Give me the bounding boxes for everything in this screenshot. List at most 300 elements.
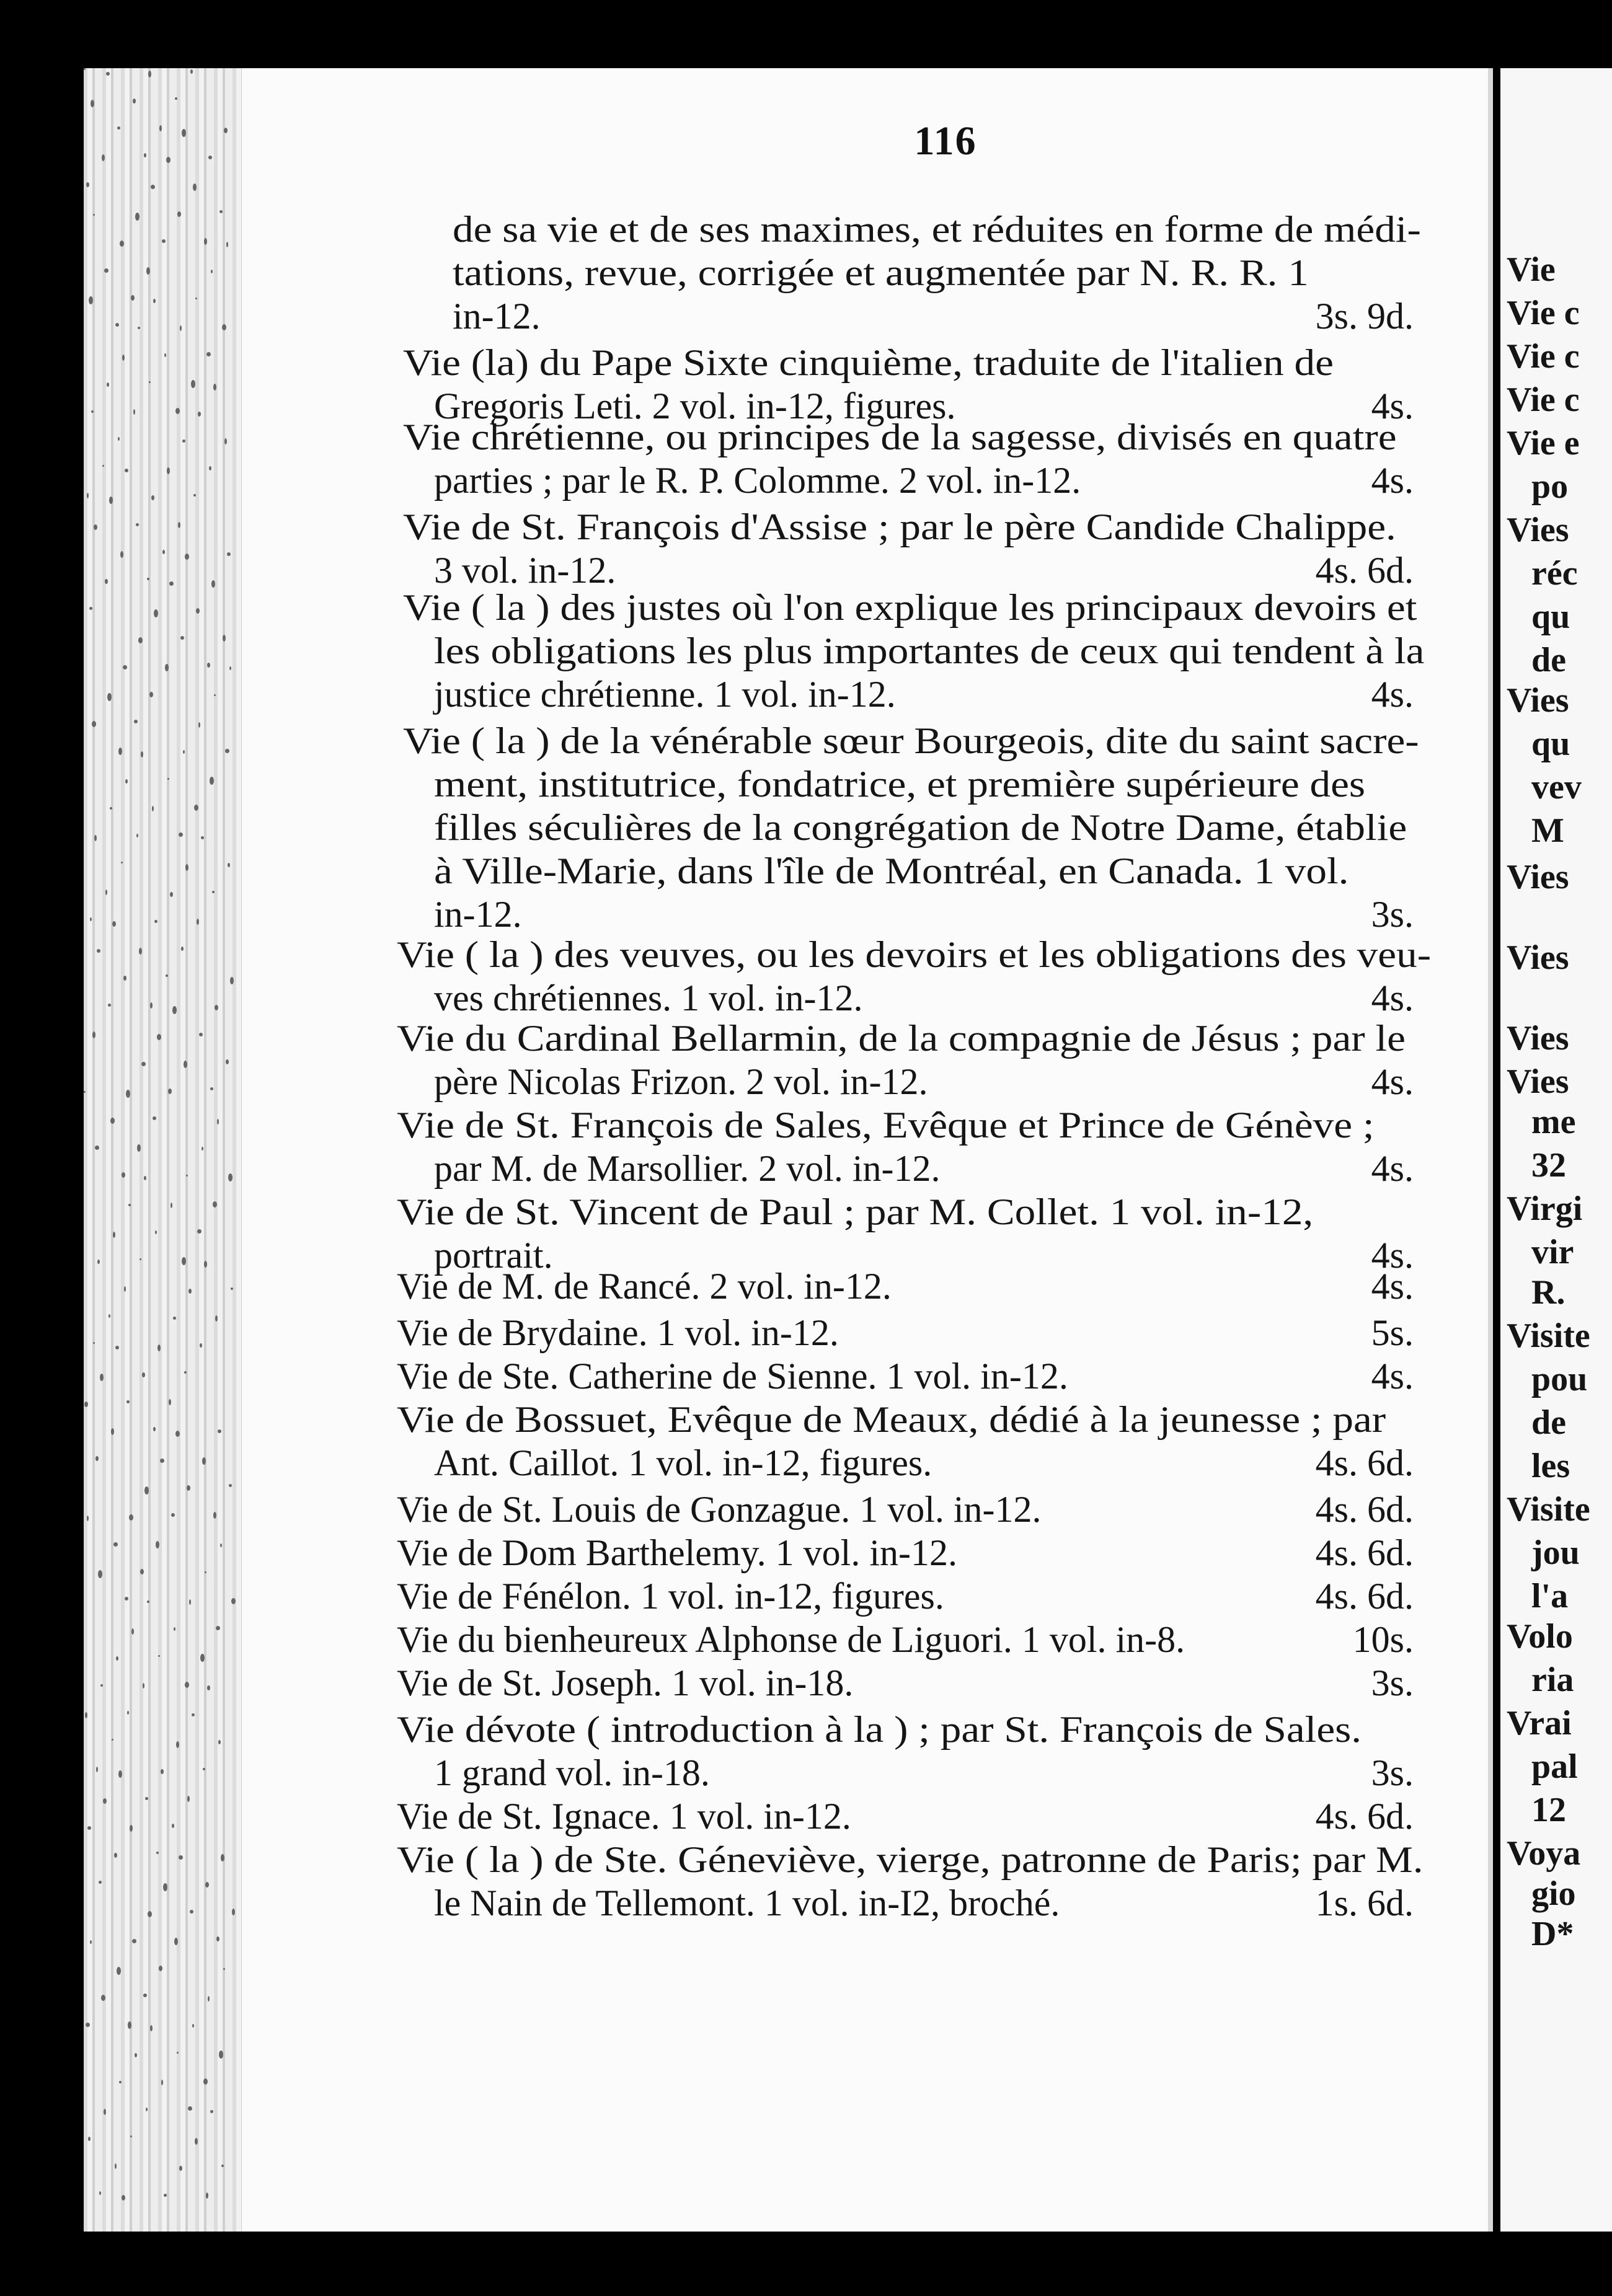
entry-continuation-line: tations, revue, corrigée et augmentée par N. R. R. 1 [453, 252, 1309, 293]
gutter-speck [163, 1883, 167, 1891]
entry-continuation-line: justice chrétienne. 1 vol. in-12. [434, 674, 896, 715]
gutter-speck [183, 750, 185, 754]
gutter-speck [210, 2110, 213, 2113]
right-page-fragment: vev [1531, 768, 1582, 806]
gutter-speck [197, 1229, 202, 1234]
gutter-speck [121, 862, 123, 863]
entry-continuation-line: filles séculières de la congrégation de Notre Dame, établie [434, 807, 1407, 848]
gutter-speck [190, 69, 193, 74]
gutter-speck [153, 1427, 156, 1431]
gutter-speck [188, 2106, 192, 2111]
gutter-speck [167, 467, 170, 474]
gutter-speck [206, 352, 211, 356]
gutter-speck [213, 384, 216, 391]
gutter-speck [108, 1004, 111, 1007]
entry-line: Vie de Ste. Catherine de Sienne. 1 vol. in-12. [397, 1356, 1068, 1397]
gutter-speck [138, 637, 143, 643]
gutter-speck [228, 1173, 232, 1181]
gutter-speck [207, 663, 210, 668]
gutter-speck [181, 947, 184, 951]
entry-price: 4s. 6d. [1315, 1442, 1414, 1483]
gutter-speck [216, 1936, 219, 1941]
gutter-speck [218, 1429, 221, 1433]
right-page-fragment: gio [1531, 1874, 1576, 1913]
gutter-speck [175, 408, 180, 414]
gutter-speck [87, 1826, 91, 1830]
gutter-speck [215, 1005, 218, 1010]
gutter-speck [213, 1201, 217, 1208]
gutter-speck [226, 1059, 229, 1064]
gutter-speck [162, 550, 165, 554]
entry-price: 5s. [1371, 1312, 1414, 1353]
gutter-speck [113, 1542, 118, 1547]
entry-price: 4s. [1371, 1148, 1414, 1189]
gutter-speck [110, 807, 112, 810]
gutter-speck [94, 835, 97, 841]
right-page-fragment: Vie c [1507, 337, 1580, 376]
gutter-speck [187, 1485, 190, 1491]
gutter-speck [169, 1399, 171, 1405]
gutter-speck [136, 834, 138, 837]
gutter-speck [188, 1289, 192, 1294]
gutter-speck [158, 1655, 160, 1657]
gutter-speck [92, 1031, 95, 1038]
gutter-speck [192, 2024, 194, 2028]
entry-continuation-line: parties ; par le R. P. Colomme. 2 vol. in-12. [434, 460, 1081, 501]
gutter-speck [185, 864, 188, 871]
gutter-speck [198, 722, 200, 728]
gutter-speck [202, 1457, 206, 1465]
gutter-speck [221, 1854, 224, 1861]
gutter-speck [150, 2025, 153, 2031]
gutter-speck [196, 608, 200, 614]
gutter-speck [119, 2081, 122, 2083]
entry-line: Vie ( la ) des justes où l'on explique les principaux devoirs et [403, 587, 1417, 628]
right-page-fragment: me [1531, 1103, 1576, 1141]
gutter-speck [176, 1741, 179, 1748]
gutter-speck [153, 1116, 156, 1120]
gutter-speck [145, 1797, 148, 1800]
right-page-fragment: jou [1531, 1534, 1580, 1572]
gutter-speck [160, 1459, 164, 1463]
gutter-speck [184, 1371, 187, 1374]
gutter-speck [203, 1768, 205, 1770]
gutter-speck [140, 1569, 144, 1574]
entry-price: 4s. 6d. [1315, 1576, 1414, 1617]
gutter-speck [141, 1062, 146, 1066]
gutter-speck [84, 68, 86, 70]
right-page-fragment: Vie e [1507, 424, 1580, 462]
gutter-speck [223, 635, 226, 642]
right-page-fragment: Visite [1507, 1317, 1590, 1355]
entry-line: Vie de St. Vincent de Paul ; par M. Collet. 1 vol. in-12, [397, 1191, 1314, 1232]
gutter-speck [229, 666, 231, 670]
gutter-speck [110, 1118, 115, 1124]
right-page-fragment: de [1531, 641, 1566, 679]
entry-price: 3s. [1371, 894, 1414, 935]
right-page-fragment: R. [1531, 1273, 1566, 1312]
right-page-fragment: Vies [1507, 681, 1569, 720]
entry-line: Vie ( la ) de la vénérable sœur Bourgeois, dite du saint sacre- [403, 720, 1419, 761]
gutter-speck [203, 2078, 208, 2085]
entry-price: 4s. 6d. [1315, 1796, 1414, 1837]
right-page-fragment: 32 [1531, 1146, 1566, 1185]
gutter-speck [166, 974, 168, 977]
entry-continuation-line: ves chrétiennes. 1 vol. in-12. [434, 978, 863, 1018]
gutter-speck [122, 2195, 125, 2201]
gutter-speck [228, 863, 230, 867]
gutter-speck [131, 1628, 134, 1635]
entry-price: 1s. 6d. [1315, 1883, 1414, 1923]
gutter-speck [130, 1825, 133, 1832]
gutter-speck [231, 1287, 233, 1290]
gutter-speck [126, 1400, 130, 1403]
gutter-speck [200, 1654, 205, 1662]
gutter-speck [118, 748, 122, 755]
gutter-speck [125, 1597, 128, 1601]
gutter-speck [104, 268, 108, 273]
right-page-fragment: Vie c [1507, 294, 1580, 332]
gutter-speck [89, 296, 93, 304]
gutter-speck [227, 552, 231, 556]
gutter-speck [150, 1002, 153, 1009]
entry-line: Vie de St. Joseph. 1 vol. in-18. [397, 1662, 854, 1703]
gutter-speck [230, 977, 234, 984]
right-page-fragment: Virgi [1507, 1190, 1583, 1228]
gutter-speck [95, 1456, 99, 1461]
gutter-speck [111, 1428, 114, 1435]
gutter-speck [175, 97, 177, 100]
entry-continuation-line: 3 vol. in-12. [434, 550, 616, 591]
gutter-speck [99, 2191, 101, 2195]
right-page-fragment: Vies [1507, 1019, 1569, 1057]
gutter-speck [180, 636, 184, 640]
gutter-speck [164, 353, 166, 357]
gutter-speck [100, 1374, 104, 1381]
gutter-speck [84, 1091, 86, 1093]
entry-price: 3s. 9d. [1315, 296, 1414, 337]
right-page-fragment: les [1531, 1447, 1570, 1485]
gutter-speck [118, 1770, 122, 1778]
right-page-fragment: Vies [1507, 858, 1569, 896]
gutter-speck [198, 412, 201, 417]
gutter-speck [179, 1855, 183, 1860]
gutter-speck [161, 1769, 164, 1774]
gutter-speck [105, 579, 108, 584]
entry-line: Vie ( la ) des veuves, ou les devoirs et les obligations des veu- [397, 934, 1432, 975]
entry-line: Vie de St. Ignace. 1 vol. in-12. [397, 1796, 851, 1837]
right-page-fragment: pou [1531, 1360, 1588, 1398]
gutter-speck [144, 1486, 149, 1495]
gutter-speck [142, 1372, 145, 1377]
gutter-speck [223, 1968, 225, 1970]
entry-line: de sa vie et de ses maximes, et réduites en forme de médi- [453, 209, 1421, 250]
entry-line: Vie de Fénélon. 1 vol. in-12, figures. [397, 1576, 944, 1617]
gutter-speck [171, 1513, 175, 1517]
gutter-speck [194, 805, 198, 811]
gutter-speck [155, 1230, 157, 1234]
gutter-speck [211, 580, 215, 588]
gutter-speck [184, 1061, 187, 1068]
gutter-speck [102, 465, 104, 467]
gutter-speck [191, 380, 195, 388]
entry-price: 10s. [1352, 1619, 1414, 1660]
right-page-fragment: l'a [1531, 1577, 1569, 1615]
gutter-speck [170, 1203, 172, 1208]
gutter-speck [169, 581, 174, 586]
gutter-speck [105, 890, 107, 895]
gutter-speck [91, 410, 94, 413]
gutter-speck [143, 1994, 147, 1997]
gutter-speck [192, 1713, 195, 1716]
gutter-speck [151, 495, 154, 500]
gutter-speck [120, 241, 124, 247]
gutter-speck [164, 2194, 167, 2197]
gutter-speck [229, 1484, 232, 1487]
gutter-speck [186, 1175, 188, 1177]
gutter-speck [157, 1034, 161, 1040]
gutter-speck [148, 71, 151, 77]
gutter-speck [146, 2108, 148, 2111]
gutter-speck [132, 1939, 136, 1943]
gutter-speck [123, 665, 127, 669]
gutter-speck [219, 2051, 223, 2059]
gutter-speck [157, 1344, 161, 1351]
gutter-speck [219, 210, 223, 213]
gutter-speck [128, 1204, 131, 1206]
gutter-speck [134, 720, 138, 723]
gutter-speck [210, 1087, 213, 1090]
gutter-speck [148, 1911, 152, 1917]
gutter-speck [122, 355, 125, 361]
page-number: 116 [914, 118, 977, 164]
entry-continuation-line: à Ville-Marie, dans l'île de Montréal, en Canada. 1 vol. [434, 850, 1349, 891]
gutter-speck [182, 1257, 186, 1265]
entry-price: 4s. [1371, 386, 1414, 426]
gutter-speck [90, 1940, 92, 1944]
gutter-speck [115, 1346, 119, 1349]
gutter-speck [226, 242, 228, 247]
right-page-fragment: qu [1531, 725, 1570, 763]
gutter-speck [112, 1739, 113, 1741]
entry-price: 4s. 6d. [1315, 550, 1414, 591]
gutter-speck [115, 323, 119, 327]
gutter-speck [93, 214, 95, 216]
entry-continuation-line: in-12. [434, 894, 522, 935]
entry-price: 4s. 6d. [1315, 1532, 1414, 1573]
gutter-speck [152, 806, 154, 811]
entry-line: Vie dévote ( introduction à la ) ; par St. François de Sales. [397, 1709, 1362, 1750]
right-page-fragment: po [1531, 467, 1569, 506]
gutter-speck [88, 2137, 91, 2141]
gutter-speck [123, 976, 126, 981]
entry-price: 4s. [1371, 674, 1414, 715]
gutter-speck [199, 1033, 203, 1036]
gutter-speck [125, 779, 128, 784]
gutter-speck [147, 578, 149, 580]
gutter-speck [197, 919, 199, 925]
entry-line: Vie ( la ) de Ste. Géneviève, vierge, patronne de Paris; par M. [397, 1839, 1424, 1880]
gutter-speck [125, 469, 128, 472]
entry-price: 4s. 6d. [1315, 1489, 1414, 1530]
right-page-fragment: réc [1531, 554, 1578, 593]
gutter-speck [213, 1512, 216, 1519]
gutter-speck [161, 2080, 163, 2085]
gutter-speck [112, 921, 116, 927]
gutter-speck [216, 1626, 220, 1630]
gutter-speck [151, 185, 155, 189]
entry-line: Vie de M. de Rancé. 2 vol. in-12. [397, 1266, 892, 1307]
gutter-speck [204, 238, 207, 245]
entry-continuation-line: in-12. [453, 296, 541, 337]
gutter-speck [144, 1176, 146, 1180]
gutter-speck [200, 1343, 202, 1348]
gutter-speck [89, 607, 92, 610]
gutter-speck [172, 1824, 174, 1828]
gutter-speck [104, 2109, 106, 2115]
entry-continuation-line: 1 grand vol. in-18. [434, 1752, 710, 1793]
gutter-speck [168, 1088, 172, 1094]
gutter-speck [154, 609, 158, 617]
gutter-speck [174, 1627, 175, 1631]
gutter-speck [221, 2165, 224, 2167]
gutter-speck [133, 409, 135, 415]
gutter-speck [187, 1796, 190, 1802]
book-gutter [84, 68, 242, 2232]
gutter-speck [193, 183, 197, 191]
gutter-speck [206, 2192, 208, 2199]
right-page-fragment: 12 [1531, 1791, 1566, 1829]
gutter-speck [135, 213, 140, 221]
entry-line: Vie de St. Louis de Gonzague. 1 vol. in-12. [397, 1489, 1042, 1530]
entry-continuation-line: Gregoris Leti. 2 vol. in-12, figures. [434, 386, 956, 426]
right-page-fragment: Visite [1507, 1490, 1590, 1529]
entry-continuation-line: père Nicolas Frizon. 2 vol. in-12. [434, 1061, 928, 1102]
gutter-speck [217, 1119, 219, 1124]
gutter-speck [173, 1317, 176, 1320]
gutter-speck [91, 100, 94, 107]
gutter-speck [99, 1881, 102, 1884]
entry-continuation-line: le Nain de Tellemont. 1 vol. in-I2, broché. [434, 1883, 1060, 1923]
entry-price: 3s. [1371, 1752, 1414, 1793]
gutter-speck [205, 1571, 206, 1573]
gutter-speck [210, 777, 214, 785]
page-edge [1488, 68, 1493, 2232]
gutter-speck [215, 1315, 218, 1322]
gutter-speck [135, 2053, 137, 2057]
gutter-speck [133, 99, 136, 104]
gutter-speck [141, 751, 143, 757]
gutter-speck [90, 917, 92, 921]
gutter-speck [87, 1516, 89, 1521]
gutter-speck [116, 1656, 118, 1661]
entry-price: 4s. [1371, 1061, 1414, 1102]
gutter-speck [140, 1258, 141, 1260]
right-page-fragment: pal [1531, 1747, 1578, 1786]
gutter-speck [92, 721, 96, 727]
gutter-speck [101, 1995, 105, 2001]
right-page-fragment: Vies [1507, 938, 1569, 977]
right-page-fragment: Vies [1507, 511, 1569, 549]
gutter-speck [190, 1910, 193, 1914]
gutter-speck [128, 2021, 131, 2029]
gutter-speck [84, 1402, 88, 1407]
gutter-speck [153, 299, 156, 303]
gutter-speck [214, 694, 216, 696]
gutter-speck [209, 466, 211, 470]
gutter-speck [195, 2138, 198, 2145]
gutter-speck [179, 832, 183, 837]
gutter-speck [185, 1682, 189, 1688]
gutter-speck [202, 1147, 203, 1150]
right-page-fragment: D* [1531, 1915, 1574, 1953]
right-page [1500, 68, 1612, 2232]
gutter-speck [232, 1909, 235, 1915]
right-page-fragment: Vie [1507, 250, 1556, 289]
gutter-speck [149, 692, 153, 697]
gutter-speck [106, 72, 110, 76]
gutter-speck [185, 554, 189, 560]
gutter-speck [100, 1684, 103, 1687]
gutter-speck [195, 298, 197, 299]
entry-price: 3s. [1371, 1662, 1414, 1703]
gutter-speck [189, 1599, 191, 1605]
entry-line: Vie de Brydaine. 1 vol. in-12. [397, 1312, 839, 1353]
gutter-speck [86, 182, 89, 187]
gutter-speck [120, 551, 123, 558]
gutter-speck [98, 1570, 102, 1578]
gutter-speck [137, 1144, 141, 1152]
gutter-speck [154, 920, 157, 923]
gutter-speck [201, 836, 204, 839]
entry-continuation-line: ment, institutrice, fondatrice, et première supérieure des [434, 764, 1366, 805]
entry-continuation-line: les obligations les plus importantes de ceux qui tendent à la [434, 630, 1425, 671]
gutter-speck [146, 267, 150, 275]
gutter-speck [86, 2023, 90, 2027]
gutter-speck [178, 522, 180, 528]
gutter-speck [177, 2052, 179, 2054]
gutter-speck [97, 949, 100, 953]
gutter-speck [130, 2135, 132, 2137]
gutter-speck [115, 2163, 117, 2169]
gutter-speck [170, 892, 173, 897]
gutter-speck [127, 1711, 129, 1715]
gutter-speck [162, 239, 166, 243]
right-page-fragment: Volo [1507, 1617, 1573, 1656]
gutter-speck [156, 1852, 159, 1854]
entry-price: 4s. [1371, 460, 1414, 501]
gutter-speck [108, 1314, 110, 1318]
gutter-speck [143, 1683, 144, 1689]
gutter-speck [156, 1541, 159, 1548]
entry-line: Vie de St. François de Sales, Evêque et Prince de Génève ; [397, 1105, 1375, 1146]
entry-line: Vie du Cardinal Bellarmin, de la compagnie de Jésus ; par le [397, 1018, 1406, 1059]
right-page-fragment: ria [1531, 1661, 1574, 1699]
gutter-speck [117, 1967, 121, 1975]
gutter-speck [211, 270, 213, 273]
gutter-speck [182, 439, 185, 443]
gutter-speck [103, 1798, 107, 1804]
gutter-speck [118, 437, 120, 441]
gutter-speck [126, 1090, 130, 1098]
gutter-speck [231, 1598, 236, 1604]
gutter-speck [193, 494, 196, 497]
gutter-speck [208, 1996, 210, 2002]
entry-price: 4s. [1371, 978, 1414, 1018]
entry-continuation-line: portrait. [434, 1235, 553, 1276]
gutter-speck [174, 1938, 178, 1945]
gutter-speck [180, 325, 182, 331]
